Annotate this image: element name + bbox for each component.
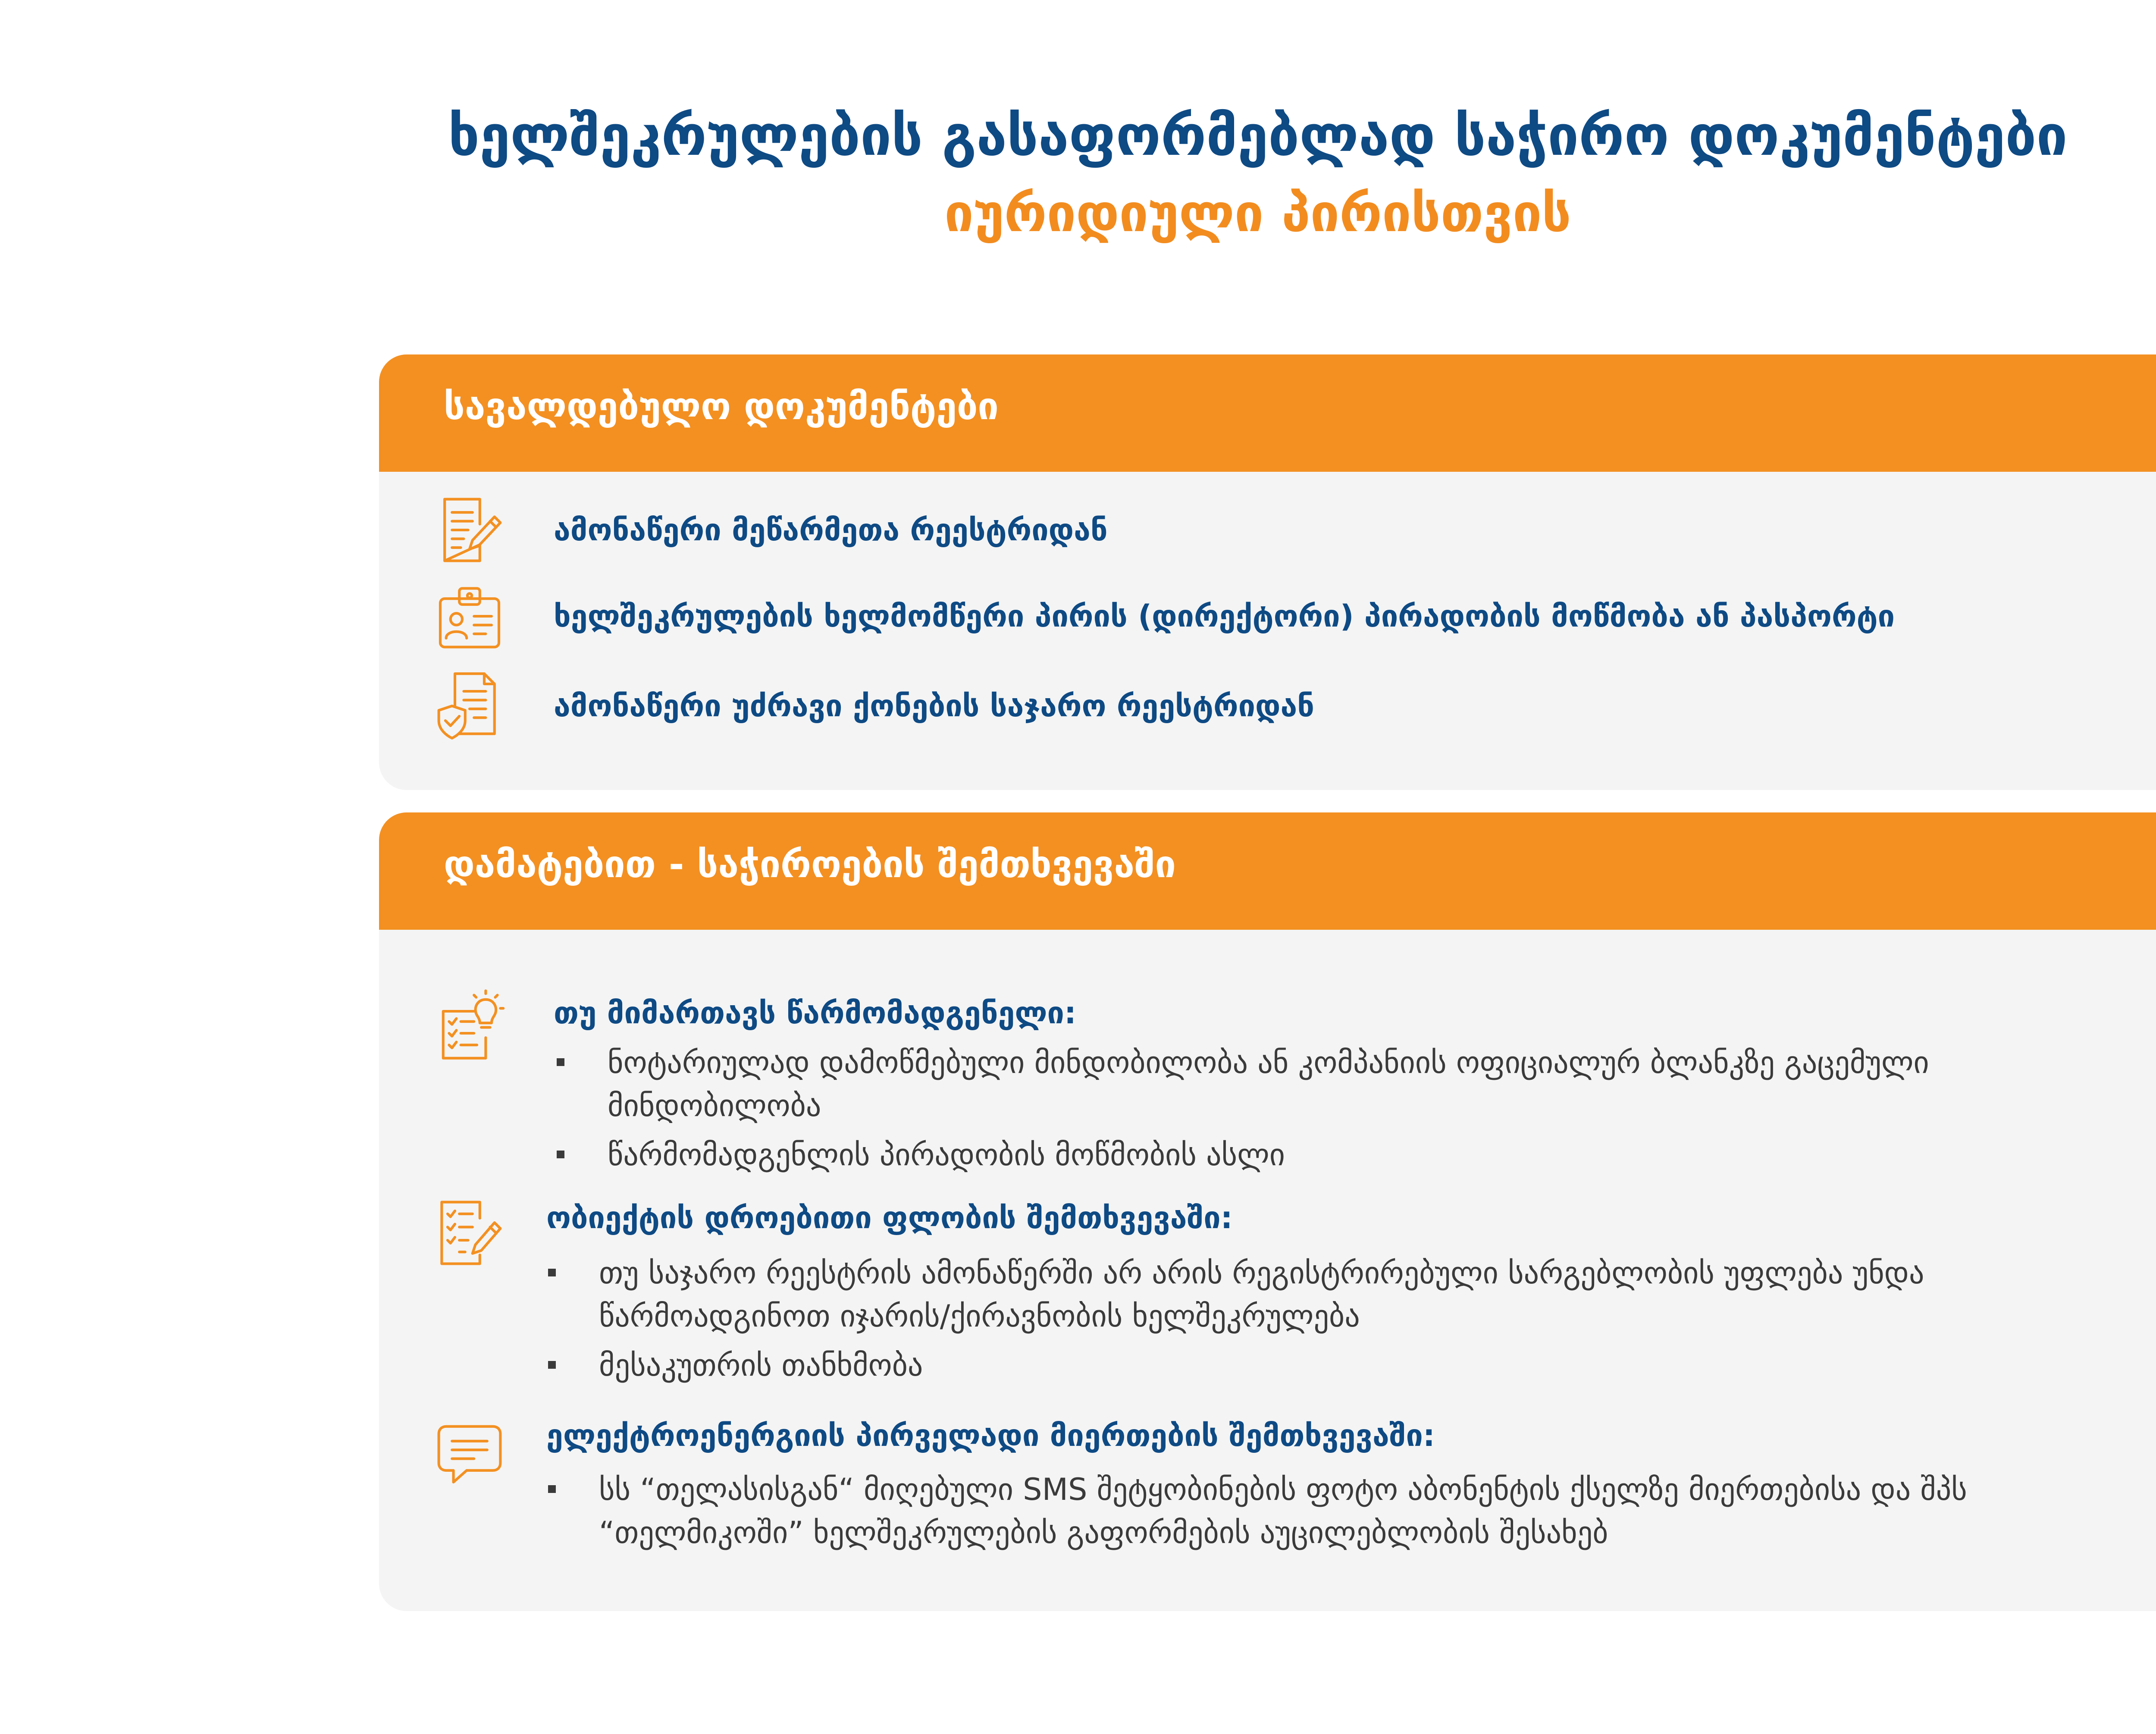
additional-documents-heading: დამატებით - საჭიროების შემთხვევაში bbox=[379, 812, 2156, 930]
page-title: ხელშეკრულების გასაფორმებლად საჭირო დოკუმენტები bbox=[448, 104, 2068, 168]
additional-documents-card bbox=[379, 812, 2156, 1611]
list-item bbox=[543, 1344, 2104, 1387]
mandatory-documents-card bbox=[379, 354, 2156, 790]
section-title: ელექტროენერგიის პირველადი მიერთების შემთხვევაში: bbox=[546, 1418, 1435, 1453]
bullet-list bbox=[543, 1251, 2104, 1393]
section-title: თუ მიმართავს წარმომადგენელი: bbox=[554, 995, 1076, 1031]
bullet-square-icon bbox=[548, 1361, 556, 1369]
mandatory-documents-heading: სავალდებულო დოკუმენტები bbox=[379, 354, 2156, 472]
list-item bbox=[552, 1133, 2087, 1176]
bullet-square-icon bbox=[557, 1151, 564, 1158]
document-shield-icon bbox=[433, 669, 506, 743]
mandatory-item-text: ამონაწერი მეწარმეთა რეესტრიდან bbox=[554, 512, 1108, 548]
bullet-square-icon bbox=[548, 1269, 556, 1276]
section-title: ობიექტის დროებითი ფლობის შემთხვევაში: bbox=[546, 1200, 1233, 1235]
document-pen-icon bbox=[433, 493, 506, 567]
chat-bubble-icon bbox=[433, 1416, 506, 1489]
bullet-text: თუ საჯარო რეესტრის ამონაწერში არ არის რეგისტრირებული სარგებლობის უფლება უნდა წარმოადგინოთ იჯარის/ქირავნობის ხელშეკრულება bbox=[599, 1255, 1924, 1334]
bullet-text: ნოტარიულად დამოწმებული მინდობილობა ან კომპანიის ოფიციალურ ბლანკზე გაცემული მინდობილობა bbox=[608, 1045, 1929, 1123]
bullet-square-icon bbox=[548, 1485, 556, 1493]
mandatory-item-text: ხელშეკრულების ხელმომწერი პირის (დირექტორი) პირადობის მოწმობა ან პასპორტი bbox=[554, 599, 1895, 634]
bullet-list bbox=[543, 1468, 2138, 1560]
list-item bbox=[543, 1468, 2138, 1554]
list-item bbox=[552, 1041, 2087, 1127]
id-card-icon bbox=[433, 580, 506, 653]
list-item bbox=[543, 1251, 2104, 1338]
checklist-lightbulb-icon bbox=[433, 989, 506, 1063]
bullet-square-icon bbox=[557, 1058, 564, 1066]
mandatory-item-text: ამონაწერი უძრავი ქონების საჯარო რეესტრიდან bbox=[554, 688, 1315, 724]
page-subtitle: იურიდიული პირისთვის bbox=[944, 184, 1571, 244]
bullet-text: წარმომადგენლის პირადობის მოწმობის ასლი bbox=[608, 1137, 1285, 1173]
bullet-text: სს “თელასისგან“ მიღებული SMS შეტყობინების ფოტო აბონენტის ქსელზე მიერთებისა და შპს “თელმიკოში” ხელშეკრულების გაფორმების აუცილებლობის შესახებ bbox=[599, 1472, 1967, 1550]
bullet-text: მესაკუთრის თანხმობა bbox=[599, 1348, 923, 1383]
checklist-pen-icon bbox=[433, 1196, 506, 1270]
bullet-list bbox=[552, 1041, 2087, 1182]
